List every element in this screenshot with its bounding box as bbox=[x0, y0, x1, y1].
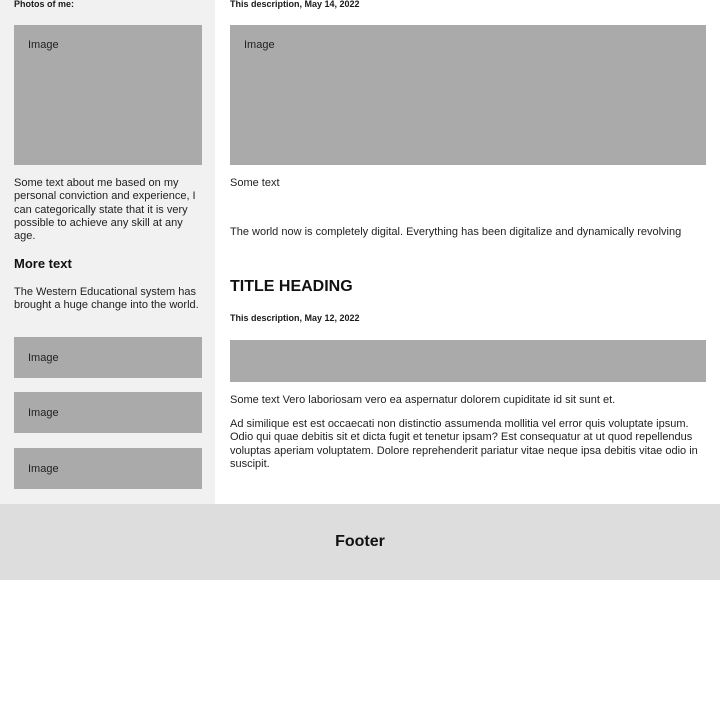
footer bbox=[0, 504, 720, 580]
thumb-image bbox=[14, 337, 202, 378]
photos-label: Photos of me: bbox=[14, 0, 74, 9]
post2-image bbox=[230, 340, 706, 382]
post2-paragraph: Ad similique est est occaecati non distinctio assumenda mollitia vel error quis voluptate ipsum. Odio qui quae debitis sit et dicta fugit et tenetur ipsam? Est consequatur at ut quod repellendus voluptas aperiam voluptatem. Dolore reprehenderit pariatur vitae neque ipsa debitis vitae odio in suscipit. bbox=[230, 418, 698, 470]
more-text-heading: More text bbox=[14, 256, 72, 271]
thumb-image-label: Image bbox=[28, 351, 59, 364]
more-text-paragraph: The Western Educational system has brought a huge change into the world. bbox=[14, 286, 199, 312]
about-text: Some text about me based on my personal conviction and experience, I can categorically state that it is very possible to achieve any skill at any age. bbox=[14, 177, 196, 243]
post1-description: This description, May 14, 2022 bbox=[230, 0, 360, 9]
post2-some-text: Some text Vero laboriosam vero ea aspernatur dolorem cupiditate id sit sunt et. bbox=[230, 394, 616, 406]
profile-image bbox=[14, 25, 202, 165]
post1-some-text: Some text bbox=[230, 177, 280, 189]
thumb-image bbox=[14, 392, 202, 433]
sidebar bbox=[0, 0, 215, 504]
thumb-image-label: Image bbox=[28, 462, 59, 475]
footer-label: Footer bbox=[335, 533, 385, 550]
main-content bbox=[215, 0, 720, 504]
post2-description: This description, May 12, 2022 bbox=[230, 313, 360, 323]
post2-title: TITLE HEADING bbox=[230, 278, 353, 295]
profile-image-label: Image bbox=[28, 39, 59, 51]
post1-paragraph: The world now is completely digital. Everything has been digitalize and dynamically revolving bbox=[230, 226, 682, 238]
thumb-image bbox=[14, 448, 202, 489]
thumb-image-label: Image bbox=[28, 406, 59, 419]
post1-image bbox=[230, 25, 706, 165]
post1-image-label: Image bbox=[244, 39, 275, 51]
